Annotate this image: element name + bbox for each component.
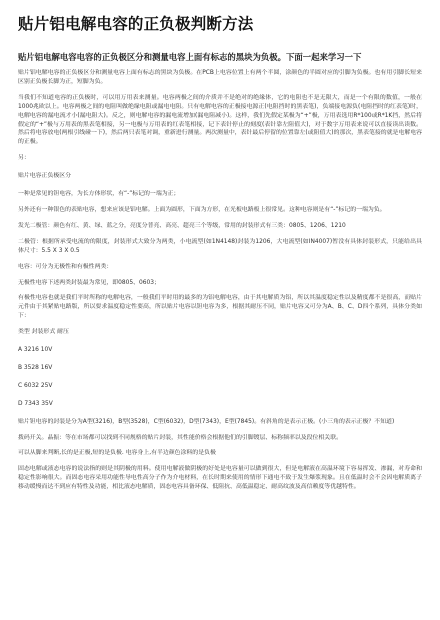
paragraph-pin-length: 可以从脚来判断,长的是正极,短的是负极. 电容身上,有半边颜色涂料的是负极 <box>18 450 216 457</box>
paragraph-nonpolar: 无极性电容下述两类封装最为常见，即0805、0603； <box>18 279 160 286</box>
paragraph-note: 另： <box>18 155 30 162</box>
paragraph-smd-heading: 贴片电容正负极区分 <box>18 173 72 180</box>
paragraph-series-d: D 7343 35V <box>18 400 53 407</box>
paragraph-tantalum-package: 贴片钽电容的封装是分为A型(3216)，B型(3528)，C型(6032)，D型(7343)，E型(7845)。有斜角的是表示正极。(小三角的表示正极？不知道) <box>18 418 395 425</box>
paragraph-series-c: C 6032 25V <box>18 382 53 389</box>
document-title: 贴片铝电解电容的正负极判断方法 <box>18 15 254 33</box>
paragraph-aluminum-smd: 另外还有一种银色的表贴电容，想来应该是铝电解。上面为圆形，下面为方形，在光板电路板上很常见。这种电容则是有“-”标记的一端为负。 <box>18 206 386 213</box>
paragraph-led: 发光二极管：颜色有红、黄、绿、蓝之分，亮度分普亮、高亮、超亮三个等级，常用的封装形式有三类：0805、1206、1210 <box>18 222 346 229</box>
paragraph-series-b: B 3528 16V <box>18 364 53 371</box>
paragraph-dip-switch: 拨码开关。晶振：等在市场都可以找到不同规格的贴片封装，其性能价格会根据他们的引脚镀层、标称频率以及段位相关联。 <box>18 434 342 441</box>
paragraph-multimeter-method: 当我们不知道电容的正负极时，可以用万用表来测量。电容两极之间的介质并不是绝对的绝缘体，它的电阻也不是无限大，而是一个有限的数值，一般在1000兆欧以上。电容两极之间的电阻叫做绝缘电阻或漏电电阻。只有电解电容的正极接电源正(电阻挡时的黑表笔)，负端接电源负(电阻挡时的红表笔)时，电解电容的漏电流才小(漏电阻大)。反之，则电解电容的漏电流增加(漏电阻减小)。这样，我们先假定某极为“+”极，万用表选用R*100或R*1K挡，然后将假定的“+”极与万用表的黑表笔相接，另一电极与万用表的红表笔相接，记下表针停止的刻度(表针靠左阻值大)，对于数字万用表来说可以直接读出读数。然后将电容放电(两根引线碰一下)，然后两只表笔对调，重新进行测量。两次测量中，表针最后停留的位置靠左(或阻值大)的那次，黑表笔接的就是电解电容的正极。 <box>18 94 422 146</box>
paragraph-series-a: A 3216 10V <box>18 347 53 354</box>
paragraph-diode: 二极管：根据所承受电流的的限度，封装形式大致分为两类，小电流型(如1N4148)封装为1206，大电流型(如IN4007)暂没有具体封装形式，只能给出具体尺寸：5.5 X 3 X 0.5 <box>18 238 422 254</box>
paragraph-tantalum: 一种是常见的钽电容，为长方体形状，有“-”标记的一端为正； <box>18 191 180 198</box>
paragraph-table-header: 类型 封装形式 耐压 <box>18 329 69 336</box>
paragraph-polar: 有极性电容也就是我们平时所称的电解电容，一般我们平时用的最多的为铝电解电容，由于其电解质为铝，所以其温度稳定性以及精度都不是很高，而贴片元件由于其紧贴电路版，所以要求温度稳定性要高，所以贴片电容以钽电容为多，根据其耐压不同，贴片电容又可分为A、B、C、D四个系列，具体分类如下： <box>18 295 422 320</box>
paragraph-capacitor-types: 电容：可分为无极性和有极性两类： <box>18 263 113 270</box>
paragraph-polarity-basic: 贴片铝电解电容的正负极区分和测量电容上面有标志的黑块为负极。在PCB上电容位置上有两个半圆，涂颜色的半圆对应的引脚为负极。也有用引脚长短来区别正负极长脚为正，短脚为负。 <box>18 70 422 85</box>
document-subtitle: 贴片铝电解电容电容的正负极区分和测量电容上面有标志的黑块为负极。下面一起来学习一下 <box>18 52 362 62</box>
document-body <box>18 69 422 492</box>
paragraph-solid-vs-liquid: 固态电解或液态电容的说法指的则是其阴极的用料。使用电解液做阴极的好处是电容量可以做到很大，但是电解液在高温环境下容易挥发、渗漏，对寿命和稳定性影响很大。而固态电容采用功能性导电性高分子作为介电材料，在长时期来使用的情形下通电不致于发生爆浆现象。且在低温时会不会因电解质离子移动缓慢而达不到应有特性及功能，相比液态电解质，固态电容具备环保、低阻抗、高低温稳定、耐高纹波及高信赖度等优越特性。 <box>18 466 422 491</box>
